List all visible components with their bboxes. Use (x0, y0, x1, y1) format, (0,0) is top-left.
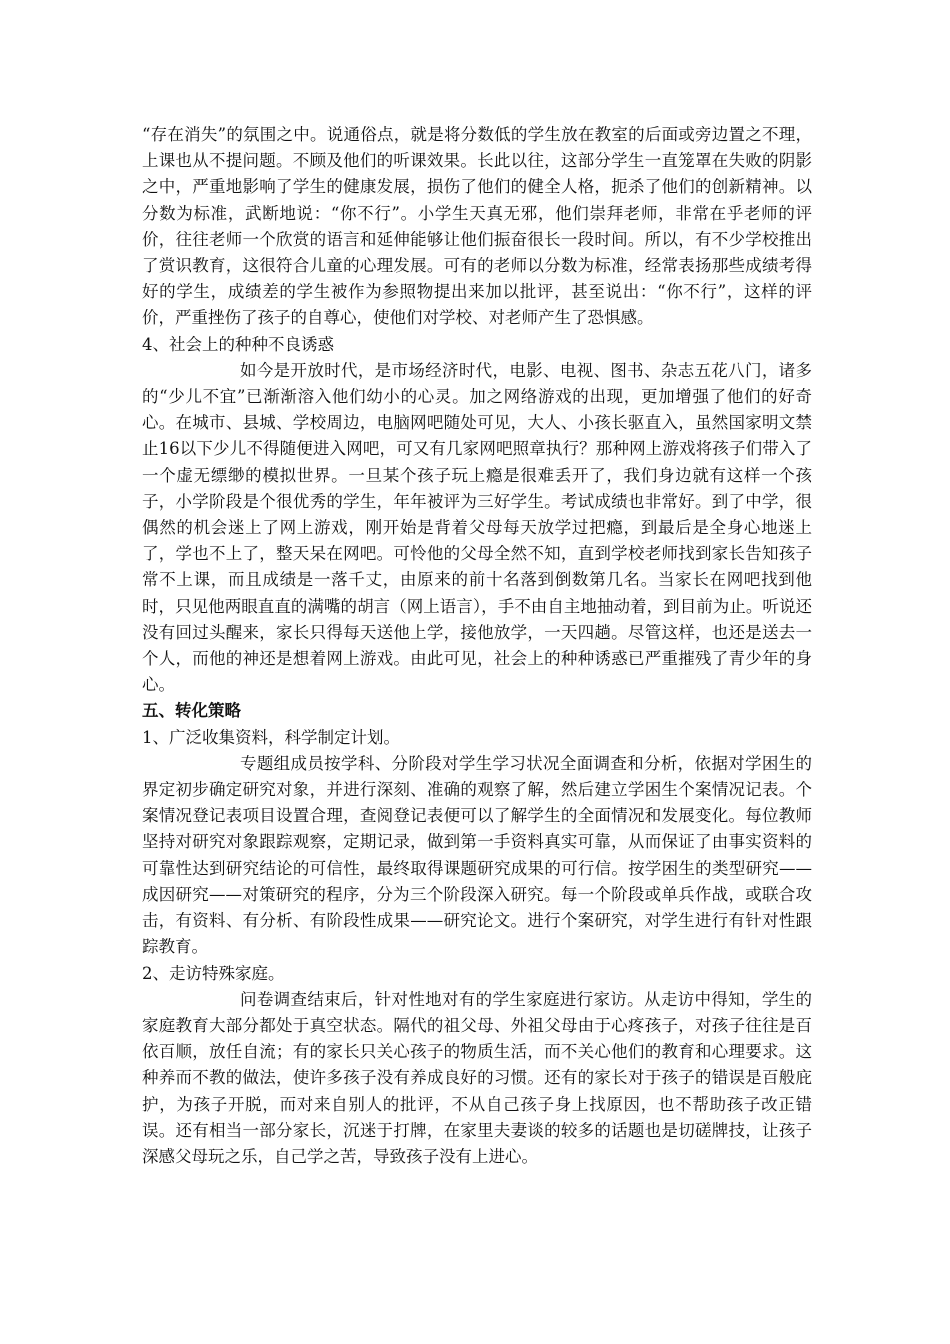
document-page (142, 122, 812, 1170)
paragraph-family-education: 问卷调查结束后，针对性地对有的学生家庭进行家访。从走访中得知，学生的家庭教育大部分都处于真空状态。隔代的祖父母、外祖父母由于心疼孩子，对孩子往往是百依百顺，放任自流；有的家长只关心孩子的物质生活，而不关心他们的教育和心理要求。这种养而不教的做法，使许多孩子没有养成良好的习惯。还有的家长对于孩子的错误是百般庇护，为孩子开脱，而对来自别人的批评，不从自己孩子身上找原因，也不帮助孩子改正错误。还有相当一部分家长，沉迷于打牌，在家里夫妻谈的较多的话题也是切磋牌技，让孩子深感父母玩之乐，自己学之苦，导致孩子没有上进心。 (142, 989, 812, 1166)
section-heading-strategies: 五、转化策略 (142, 701, 241, 721)
paragraph-research-method: 专题组成员按学科、分阶段对学生学习状况全面调查和分析，依据对学困生的界定初步确定研究对象，并进行深刻、准确的观察了解，然后建立学困生个案情况记表。个案情况登记表项目设置合理，查阅登记表便可以了解学生的全面情况和发展变化。每位教师坚持对研究对象跟踪观察，定期记录，做到第一手资料真实可靠，从而保证了由事实资料的可靠性达到研究结论的可信性，最终取得课题研究成果的可行信。按学困生的类型研究——成因研究——对策研究的程序，分为三个阶段深入研究。每一个阶段或单兵作战，或联合攻击，有资料、有分析、有阶段性成果——研究论文。进行个案研究，对学生进行有针对性跟踪教育。 (142, 753, 812, 957)
subheading-collect-data: 1、广泛收集资料，科学制定计划。 (142, 727, 400, 747)
paragraph-internet-games: 如今是开放时代，是市场经济时代，电影、电视、图书、杂志五花八门，诸多的“少儿不宜”已渐渐溶入他们幼小的心灵。加之网络游戏的出现，更加增强了他们的好奇心。在城市、县城、学校周边，电脑网吧随处可见，大人、小孩长驱直入，虽然国家明文禁止16以下少儿不得随便进入网吧，可又有几家网吧照章执行？那种网上游戏将孩子们带入了一个虚无缥缈的模拟世界。一旦某个孩子玩上瘾是很难丢开了，我们身边就有这样一个孩子，小学阶段是个很优秀的学生，年年被评为三好学生。考试成绩也非常好。到了中学，很偶然的机会迷上了网上游戏，刚开始是背着父母每天放学过把瘾，到最后是全身心地迷上了，学也不上了，整天呆在网吧。可怜他的父母全然不知，直到学校老师找到家长告知孩子常不上课，而且成绩是一落千丈，由原来的前十名落到倒数第几名。当家长在网吧找到他时，只见他两眼直直的满嘴的胡言（网上语言），手不由自主地抽动着，到目前为止。听说还没有回过头醒来，家长只得每天送他上学，接他放学，一天四趟。尽管这样，也还是送去一个人，而他的神还是想着网上游戏。由此可见，社会上的种种诱惑已严重摧残了青少年的身心。 (142, 360, 812, 695)
paragraph-classroom-neglect: “存在消失”的氛围之中。说通俗点，就是将分数低的学生放在教室的后面或旁边置之不理，上课也从不提问题。不顾及他们的听课效果。长此以往，这部分学生一直笼罩在失败的阴影之中，严重地影响了学生的健康发展，损伤了他们的健全人格，扼杀了他们的创新精神。以分数为标准，武断地说：“你不行”。小学生天真无邪，他们崇拜老师，非常在乎老师的评价，往往老师一个欣赏的语言和延伸能够让他们振奋很长一段时间。所以，有不少学校推出了赏识教育，这很符合儿童的心理发展。可有的老师以分数为标准，经常表扬那些成绩考得好的学生，成绩差的学生被作为参照物提出来加以批评，甚至说出：“你不行”，这样的评价，严重挫伤了孩子的自尊心，使他们对学校、对老师产生了恐惧感。 (142, 125, 812, 328)
subheading-home-visits: 2、走访特殊家庭。 (142, 963, 285, 983)
subheading-social-temptations: 4、社会上的种种不良诱惑 (142, 334, 334, 354)
